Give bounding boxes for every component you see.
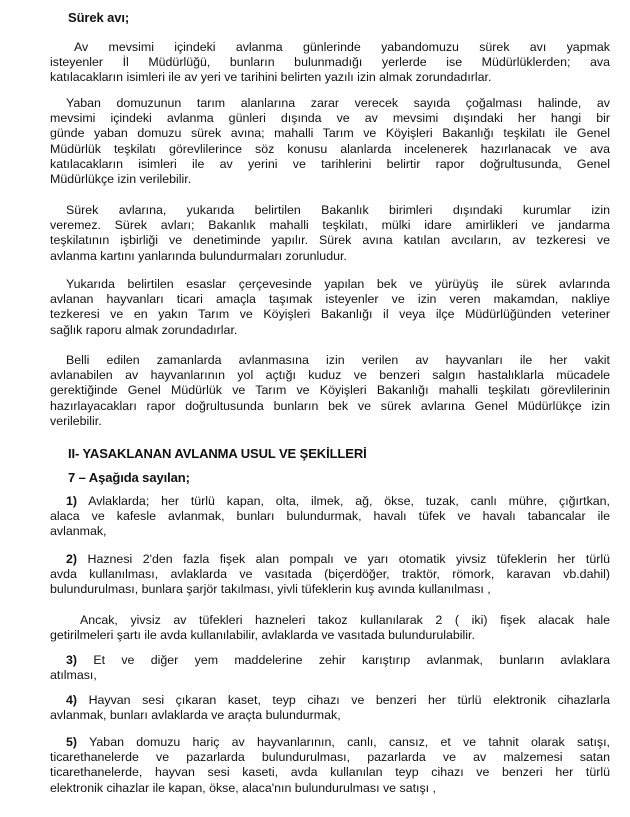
text-line: avlanan hayvanları ticari amaçla taşımak isteyenler ve izin veren makamdan, nakliye <box>50 292 610 307</box>
text-line <box>50 735 610 750</box>
text-line: Yukarıda belirtilen esaslar çerçevesinde yapılan bek ve yürüyüş ile sürek avlarında <box>66 277 610 291</box>
text-line: Müdürlükçe izin verilebilir. <box>50 171 192 186</box>
list-item-2 <box>50 552 610 598</box>
text-line: katılacakların isimleri ile av yeri ve tarihini belirten yazılı izin almak zorundadırlar. <box>50 70 492 85</box>
item-number: 5) <box>66 735 78 749</box>
text-line: Belli edilen zamanlarda avlanmasına izin verilen av hayvanları ile her vakit <box>66 353 610 367</box>
paragraph-salgin-hastaliklar <box>50 353 610 429</box>
text-line: avlanmak, bunları avlaklarda ve araçta bulundurmak, <box>50 708 341 723</box>
text-line: avlanma kartını yanlarında bulundurmaları zorunludur. <box>50 248 347 263</box>
text-line: gerektiğinde Genel Müdürlük ve Tarım ve Köyişleri Bakanlığı mahalli teşkilatı görevlilerinin <box>50 383 610 398</box>
text-line: teşkilatının işbirliği ve denetiminde yapılır. Sürek avına katılan avcıların, av tezkeresi ve <box>50 233 610 248</box>
text-line: ticarethanelerde, hayvan sesi kaseti, avda kullanılan teyp cihazı ve benzeri her türlü <box>50 765 610 780</box>
text-line: Av mevsimi içindeki avlanma günlerinde yabandomuzu sürek avı yapmak <box>74 40 610 54</box>
text-line: isteyenler İl Müdürlüğü, bunların bulunmadığı yerlerde ise Müdürlüklerden; ava <box>50 55 610 70</box>
item-number: 3) <box>66 653 78 667</box>
text-line: bulundurulması, bunlara şarjör takılması, yivli tüfeklerin kuş avında kullanılması , <box>50 582 491 597</box>
text-line: avlanabilen av hayvanlarının yol açtığı kuduz ve benzeri salgın hastalıklarla mücadele <box>50 368 610 383</box>
text-line: sağlık raporu almak zorundadırlar. <box>50 322 238 337</box>
text-line <box>50 653 610 668</box>
paragraph-surek-avi-izin <box>50 40 610 86</box>
text-line: günde yaban domuzu sürek avına; mahalli Tarım ve Köyişleri Bakanlığı teşkilatı ile Genel <box>50 126 610 141</box>
text-line: mevsimi içindeki avlanma günleri dışında ve av mevsimi dışındaki her hangi bir <box>50 111 610 126</box>
paragraph-ancak <box>50 613 610 643</box>
text-line: getirilmeleri şartı ile avda kullanılabilir, avlaklarda ve vasıtada bulundurulabilir. <box>50 628 475 643</box>
text-line: avlanmak, <box>50 524 107 539</box>
text-line <box>50 552 610 567</box>
heading-madde-7: 7 – Aşağıda sayılan; <box>68 470 190 485</box>
text-line: elektronik cihazlar ile kapan, ökse, alaca'nın bulundurulması ve satışı , <box>50 780 436 795</box>
text-line: ticarethanelerde ve pazarlarda bulundurulması, pazarlarda ve av malzemesi satan <box>50 750 610 765</box>
item-number: 4) <box>66 693 78 707</box>
text-line: hazırlayacakları rapor doğrultusunda bunların bek ve sürek avlarına Genel Müdürlükçe izin <box>50 398 610 413</box>
heading-surek-avi: Sürek avı; <box>68 10 130 25</box>
paragraph-nakliye-tezkeresi <box>50 277 610 338</box>
list-item-1 <box>50 494 610 540</box>
paragraph-surek-avlarina <box>50 203 610 264</box>
item-number: 2) <box>66 552 78 566</box>
text-line: tezkeresi ve en yakın Tarım ve Köyişleri Bakanlığı il veya ilçe Müdürlüğünden veteriner <box>50 307 610 322</box>
item-number: 1) <box>66 494 78 508</box>
text-run: Yaban domuzu hariç av hayvanlarının, canlı, cansız, et ve tahnit olarak satışı, <box>89 735 610 749</box>
text-line <box>50 494 610 509</box>
paragraph-yaban-domuzu <box>50 96 610 187</box>
text-line: katılacakların isimleri ile av yerini ve tarihlerini belirtir rapor doğrultusunda, Genel <box>50 156 610 171</box>
text-run: Et ve diğer yem maddelerine zehir karıştırıp avlanmak, bunların avlaklara <box>93 653 610 667</box>
text-run: Haznesi 2'den fazla fişek alan pompalı ve yarı otomatik yivsiz tüfeklerin her türlü <box>87 552 610 566</box>
list-item-4 <box>50 693 610 723</box>
text-line: avda kullanılması, avlaklarda ve vasıtada (biçerdöğer, traktör, römork, karavan vb.dahil) <box>50 567 610 582</box>
text-line: alaca ve kafesle avlanmak, bunları bulundurmak, havalı tüfek ve havalı tabancalar ile <box>50 509 610 524</box>
text-line: verilebilir. <box>50 413 102 428</box>
text-line: Ancak, yivsiz av tüfekleri hazneleri takoz kullanılarak 2 ( iki) fişek alacak hale <box>80 613 610 627</box>
text-line: atılması, <box>50 668 97 683</box>
text-line: Yaban domuzunun tarım alanlarına zarar verecek sayıda çoğalması halinde, av <box>66 96 610 110</box>
list-item-3 <box>50 653 610 683</box>
text-run: Hayvan sesi çıkaran kaset, teyp cihazı ve benzeri her türlü elektronik cihazlarla <box>88 693 610 707</box>
section-heading-yasaklanan: II- YASAKLANAN AVLANMA USUL VE ŞEKİLLERİ <box>68 446 367 461</box>
text-line: Sürek avlarına, yukarıda belirtilen Bakanlık birimleri dışındaki kurumlar izin <box>66 203 610 217</box>
text-line: Müdürlük teşkilatı görevlilerince söz konusu alanlarda incelenerek hazırlanacak ve ava <box>50 141 610 156</box>
text-run: Avlaklarda; her türlü kapan, olta, ilmek, ağ, ökse, tuzak, canlı mühre, çığırtkan, <box>88 494 610 508</box>
list-item-5 <box>50 735 610 796</box>
text-line <box>50 693 610 708</box>
text-line: veremez. Sürek avları; Bakanlık mahalli teşkilatı, mülki idare amirlikleri ve jandarma <box>50 218 610 233</box>
